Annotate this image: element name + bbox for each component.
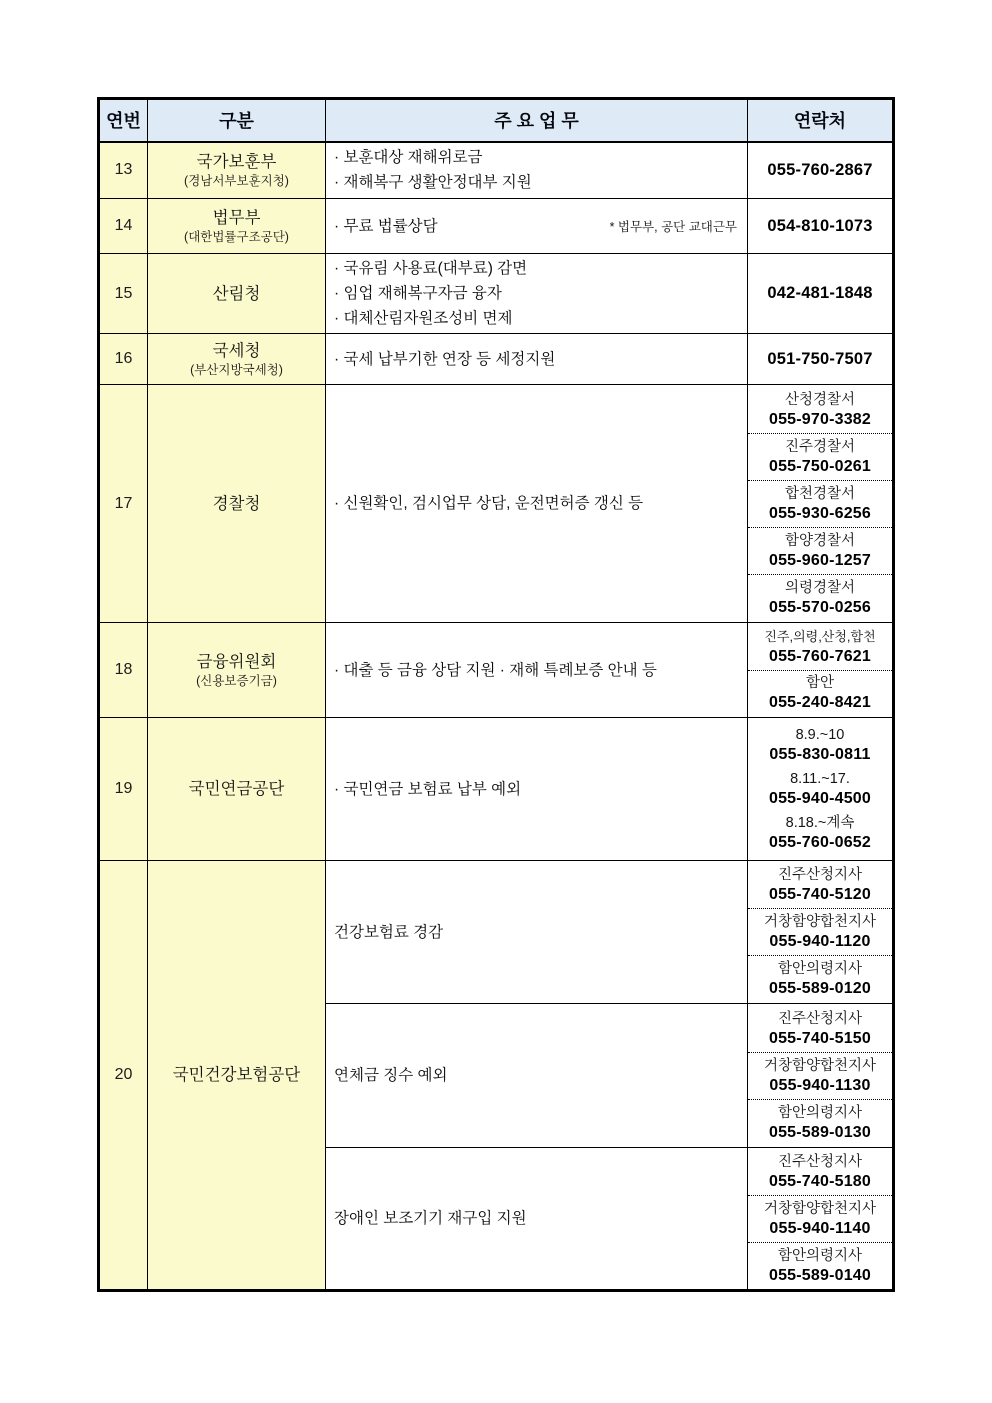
task-line: · 국민연금 보험료 납부 예외 xyxy=(334,780,522,798)
contact-label: 함안의령지사 xyxy=(777,1247,863,1264)
phone-number: 055-940-1130 xyxy=(769,1076,871,1094)
row16-number: 16 xyxy=(99,334,148,385)
row20-tasks-1 xyxy=(326,861,748,1004)
row18-tasks xyxy=(326,623,748,718)
contact-entry xyxy=(748,574,892,621)
phone-number: 055-940-1140 xyxy=(769,1219,871,1237)
row16-contact xyxy=(748,334,894,385)
header-no: 연번 xyxy=(99,99,148,142)
phone-number: 055-760-7621 xyxy=(768,647,872,665)
contact-label: 8.9.~10 xyxy=(795,727,845,744)
contact-label: 함양경찰서 xyxy=(784,532,856,549)
row15-org xyxy=(148,254,326,334)
contact-label: 진주,의령,산청,합천 xyxy=(764,628,876,644)
contact-label: 진주산청지사 xyxy=(777,867,863,883)
row13-org xyxy=(148,142,326,199)
org-subtitle: (부산지방국세청) xyxy=(190,363,283,377)
row16-org xyxy=(148,334,326,385)
phone-number: 051-750-7507 xyxy=(767,349,873,368)
contact-entry xyxy=(748,1006,892,1052)
contact-entry xyxy=(748,480,892,527)
row20-org xyxy=(148,861,326,1291)
row19-number: 19 xyxy=(99,718,148,861)
row16-tasks xyxy=(326,334,748,385)
phone-number: 055-240-8421 xyxy=(768,694,872,712)
row13-tasks xyxy=(326,142,748,199)
row19-tasks xyxy=(326,718,748,861)
task-line: 연체금 징수 예외 xyxy=(334,1067,448,1084)
phone-number: 055-940-1120 xyxy=(769,933,871,950)
task-line: · 무료 법률상담 xyxy=(334,217,438,235)
header-contact: 연락처 xyxy=(748,99,894,142)
contact-entry xyxy=(748,527,892,574)
row20-contacts-1 xyxy=(748,861,894,1004)
phone-number: 055-930-6256 xyxy=(768,504,872,522)
phone-number: 055-570-0256 xyxy=(768,598,872,616)
table-row xyxy=(99,623,894,718)
row20-number: 20 xyxy=(99,861,148,1291)
contact-label: 함안의령지사 xyxy=(777,1104,863,1121)
row20-contacts-2 xyxy=(748,1004,894,1148)
task-line: 건강보험료 경감 xyxy=(334,923,444,941)
table-row xyxy=(99,142,894,199)
contact-label: 산청경찰서 xyxy=(784,391,856,408)
contact-entry xyxy=(748,862,892,908)
row15-tasks xyxy=(326,254,748,334)
row14-org xyxy=(148,199,326,254)
row18-number: 18 xyxy=(99,623,148,718)
row19-org xyxy=(148,718,326,861)
contact-label: 진주산청지사 xyxy=(777,1153,863,1170)
row20-contacts-3 xyxy=(748,1148,894,1291)
org-name: 금융위원회 xyxy=(196,653,277,671)
contact-entry xyxy=(748,1195,892,1242)
contact-entry xyxy=(748,1052,892,1099)
task-line: · 임업 재해복구자금 융자 xyxy=(334,285,502,302)
contact-entry xyxy=(748,767,892,811)
contact-label: 8.11.~17. xyxy=(790,771,850,787)
task-line: 장애인 보조기기 재구입 지원 xyxy=(334,1210,527,1227)
contact-entry xyxy=(748,955,892,1002)
table-row xyxy=(99,718,894,861)
row19-contacts xyxy=(748,718,894,861)
contact-label: 의령경찰서 xyxy=(784,579,856,596)
phone-number: 055-830-0811 xyxy=(769,746,871,764)
phone-number: 055-740-5150 xyxy=(768,1029,872,1047)
org-name: 국가보훈부 xyxy=(196,153,277,172)
table-header xyxy=(99,99,894,142)
table-row xyxy=(99,254,894,334)
task-line: · 국유림 사용료(대부료) 감면 xyxy=(334,260,528,277)
phone-number: 055-760-0652 xyxy=(768,833,872,851)
task-line: · 보훈대상 재해위로금 xyxy=(334,149,483,167)
phone-number: 055-589-0120 xyxy=(768,980,872,997)
row13-number: 13 xyxy=(99,142,148,199)
contact-label: 합천경찰서 xyxy=(784,485,856,502)
org-subtitle: (경남서부보훈지청) xyxy=(184,174,289,189)
task-line: · 신원확인, 검시업무 상담, 운전면허증 갱신 등 xyxy=(334,495,644,512)
row15-number: 15 xyxy=(99,254,148,334)
row14-number: 14 xyxy=(99,199,148,254)
phone-number: 055-960-1257 xyxy=(768,551,872,569)
task-note: * 법무부, 공단 교대근무 xyxy=(609,220,737,234)
contact-label: 거창함양합천지사 xyxy=(763,1057,877,1074)
contact-entry xyxy=(748,1242,892,1289)
phone-number: 055-750-0261 xyxy=(768,457,872,475)
org-name: 산림청 xyxy=(212,284,261,303)
task-line: · 대체산림자원조성비 면제 xyxy=(334,310,513,327)
row14-tasks xyxy=(326,199,748,254)
table-row xyxy=(99,334,894,385)
org-subtitle: (신용보증기금) xyxy=(196,674,277,688)
contact-label: 함안 xyxy=(805,675,834,692)
table-row xyxy=(99,385,894,623)
table-row xyxy=(99,861,894,1004)
row20-tasks-2 xyxy=(326,1004,748,1148)
contact-entry xyxy=(748,433,892,480)
org-subtitle: (대한법률구조공단) xyxy=(184,230,289,244)
row13-contact xyxy=(748,142,894,199)
org-name: 국민건강보험공단 xyxy=(172,1066,301,1084)
task-line: · 대출 등 금융 상담 지원 · 재해 특례보증 안내 등 xyxy=(334,661,657,679)
row18-contacts xyxy=(748,623,894,718)
contact-entry xyxy=(748,670,892,717)
org-name: 국민연금공단 xyxy=(188,780,285,798)
contact-entry xyxy=(748,1099,892,1146)
phone-number: 055-589-0130 xyxy=(768,1123,872,1141)
task-line: · 재해복구 생활안정대부 지원 xyxy=(334,174,532,192)
row17-number: 17 xyxy=(99,385,148,623)
contact-label: 진주산청지사 xyxy=(777,1010,863,1027)
phone-number: 054-810-1073 xyxy=(767,216,873,235)
contact-label: 함안의령지사 xyxy=(777,961,863,977)
row17-org xyxy=(148,385,326,623)
contact-label: 거창함양합천지사 xyxy=(763,1200,877,1217)
phone-number: 055-589-0140 xyxy=(768,1266,872,1284)
org-name: 국세청 xyxy=(212,342,261,360)
org-name: 법무부 xyxy=(212,209,261,227)
contact-entry xyxy=(748,387,892,433)
contact-label: 8.18.~계속 xyxy=(785,814,855,831)
header-category: 구분 xyxy=(148,99,326,142)
phone-number: 055-940-4500 xyxy=(768,790,872,807)
task-line: · 국세 납부기한 연장 등 세정지원 xyxy=(334,350,556,368)
contact-entry xyxy=(748,908,892,955)
row17-contacts xyxy=(748,385,894,623)
phone-number: 055-970-3382 xyxy=(768,410,872,428)
phone-number: 055-740-5120 xyxy=(768,886,872,903)
contact-entry xyxy=(748,811,892,855)
row20-tasks-3 xyxy=(326,1148,748,1291)
contact-entry xyxy=(748,1149,892,1195)
org-name: 경찰청 xyxy=(212,494,261,513)
contact-entry xyxy=(748,724,892,768)
contact-entry xyxy=(748,624,892,670)
row18-org xyxy=(148,623,326,718)
contact-label: 진주경찰서 xyxy=(784,438,856,455)
agency-contact-table xyxy=(97,97,895,1292)
row15-contact xyxy=(748,254,894,334)
table-row xyxy=(99,199,894,254)
phone-number: 055-740-5180 xyxy=(768,1172,872,1190)
row14-contact xyxy=(748,199,894,254)
contact-label: 거창함양합천지사 xyxy=(763,914,877,930)
phone-number: 055-760-2867 xyxy=(767,160,873,179)
phone-number: 042-481-1848 xyxy=(767,284,873,302)
row17-tasks xyxy=(326,385,748,623)
header-tasks: 주 요 업 무 xyxy=(326,99,748,142)
